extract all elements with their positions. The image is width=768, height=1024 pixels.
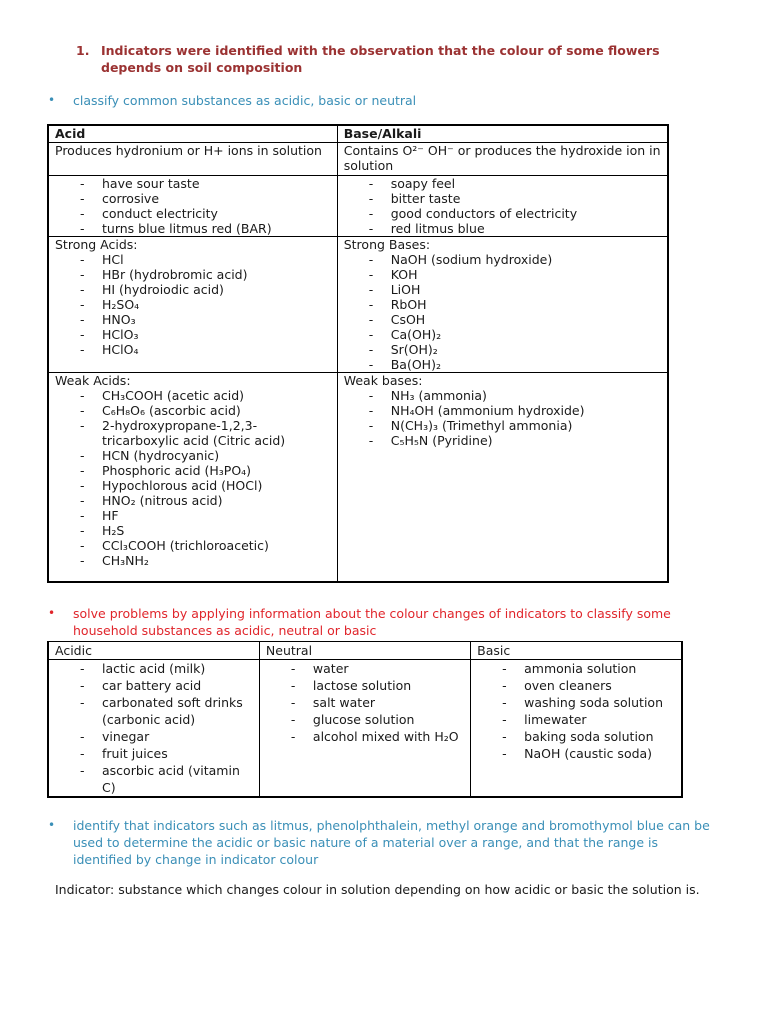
strong-acids-cell bbox=[48, 237, 337, 373]
acid-definition: Produces hydronium or H+ ions in solution bbox=[48, 143, 337, 176]
basic-substance-item: - oven cleaners bbox=[496, 677, 675, 694]
strong-base-item: - Ba(OH)₂ bbox=[363, 357, 661, 372]
basic-header: Basic bbox=[471, 642, 682, 660]
strong-base-item: - NaOH (sodium hydroxide) bbox=[363, 252, 661, 267]
basic-substance-item: - baking soda solution bbox=[496, 728, 675, 745]
acid-property-item: - have sour taste bbox=[74, 176, 331, 191]
base-properties-list bbox=[344, 176, 661, 236]
basic-substance-item: - NaOH (caustic soda) bbox=[496, 745, 675, 762]
neutral-cell bbox=[259, 660, 470, 798]
weak-bases-list bbox=[344, 388, 661, 448]
household-substances-table bbox=[47, 641, 683, 798]
strong-bases-cell bbox=[337, 237, 668, 373]
strong-acid-item: - HClO₄ bbox=[74, 342, 331, 357]
acid-property-item: - corrosive bbox=[74, 191, 331, 206]
weak-base-item: - NH₃ (ammonia) bbox=[363, 388, 661, 403]
section-heading bbox=[76, 42, 716, 76]
bullet-solve-text: solve problems by applying information about the colour changes of indicators to classify some household substances as acidic, neutral or basic bbox=[73, 606, 671, 638]
strong-acid-item: - HI (hydroiodic acid) bbox=[74, 282, 331, 297]
strong-acids-title: Strong Acids: bbox=[55, 237, 138, 252]
strong-acid-item: - HCl bbox=[74, 252, 331, 267]
basic-list bbox=[477, 660, 675, 762]
base-property-item: - good conductors of electricity bbox=[363, 206, 661, 221]
base-header: Base/Alkali bbox=[337, 125, 668, 143]
acidic-substance-item: - fruit juices bbox=[74, 745, 253, 762]
neutral-substance-item: - salt water bbox=[285, 694, 464, 711]
strong-base-item: - RbOH bbox=[363, 297, 661, 312]
heading-number: 1. bbox=[76, 43, 90, 58]
heading-text: Indicators were identified with the observation that the colour of some flowers depends on soil composition bbox=[101, 43, 660, 75]
strong-acids-list bbox=[55, 252, 331, 357]
weak-bases-title: Weak bases: bbox=[343, 373, 423, 388]
weak-acid-item: - 2-hydroxypropane-1,2,3-tricarboxylic acid (Citric acid) bbox=[74, 418, 331, 448]
acid-properties-cell bbox=[48, 176, 337, 237]
base-properties-cell bbox=[337, 176, 668, 237]
basic-substance-item: - limewater bbox=[496, 711, 675, 728]
neutral-substance-item: - water bbox=[285, 660, 464, 677]
base-property-item: - bitter taste bbox=[363, 191, 661, 206]
neutral-substance-item: - lactose solution bbox=[285, 677, 464, 694]
weak-acid-item: - Phosphoric acid (H₃PO₄) bbox=[74, 463, 331, 478]
weak-acid-item: - C₆H₈O₆ (ascorbic acid) bbox=[74, 403, 331, 418]
base-definition: Contains O²⁻ OH⁻ or produces the hydroxide ion in solution bbox=[337, 143, 668, 176]
acidic-substance-item: - carbonated soft drinks (carbonic acid) bbox=[74, 694, 253, 728]
acidic-header: Acidic bbox=[48, 642, 259, 660]
bullet-identify-text: identify that indicators such as litmus, phenolphthalein, methyl orange and bromothymol blue can be used to determine the acidic or basic nature of a material over a range, and that the range is identified by change in indicator colour bbox=[73, 818, 710, 867]
acid-base-table bbox=[47, 124, 669, 583]
strong-base-item: - Ca(OH)₂ bbox=[363, 327, 661, 342]
neutral-list bbox=[266, 660, 464, 745]
strong-base-item: - KOH bbox=[363, 267, 661, 282]
weak-base-item: - N(CH₃)₃ (Trimethyl ammonia) bbox=[363, 418, 661, 433]
weak-acid-item: - HNO₂ (nitrous acid) bbox=[74, 493, 331, 508]
basic-substance-item: - ammonia solution bbox=[496, 660, 675, 677]
basic-cell bbox=[471, 660, 682, 798]
strong-acid-item: - HBr (hydrobromic acid) bbox=[74, 267, 331, 282]
strong-acid-item: - HClO₃ bbox=[74, 327, 331, 342]
base-property-item: - soapy feel bbox=[363, 176, 661, 191]
bullet-solve bbox=[48, 605, 718, 639]
acidic-substance-item: - ascorbic acid (vitamin C) bbox=[74, 762, 253, 796]
weak-acid-item: - HCN (hydrocyanic) bbox=[74, 448, 331, 463]
strong-base-item: - Sr(OH)₂ bbox=[363, 342, 661, 357]
acidic-substance-item: - lactic acid (milk) bbox=[74, 660, 253, 677]
weak-acid-item: - H₂S bbox=[74, 523, 331, 538]
acidic-cell bbox=[48, 660, 259, 798]
strong-base-item: - CsOH bbox=[363, 312, 661, 327]
bullet-glyph: • bbox=[48, 93, 56, 107]
neutral-substance-item: - glucose solution bbox=[285, 711, 464, 728]
strong-bases-list bbox=[344, 252, 661, 372]
acid-property-item: - turns blue litmus red (BAR) bbox=[74, 221, 331, 236]
basic-substance-item: - washing soda solution bbox=[496, 694, 675, 711]
weak-base-item: - C₅H₅N (Pyridine) bbox=[363, 433, 661, 448]
strong-acid-item: - HNO₃ bbox=[74, 312, 331, 327]
bullet-glyph: • bbox=[48, 818, 56, 832]
weak-acid-item: - CCl₃COOH (trichloroacetic) bbox=[74, 538, 331, 553]
base-property-item: - red litmus blue bbox=[363, 221, 661, 236]
acidic-substance-item: - car battery acid bbox=[74, 677, 253, 694]
bullet-identify bbox=[48, 817, 718, 868]
weak-acids-title: Weak Acids: bbox=[55, 373, 131, 388]
weak-bases-cell bbox=[337, 373, 668, 583]
acid-property-item: - conduct electricity bbox=[74, 206, 331, 221]
indicator-definition: Indicator: substance which changes colour in solution depending on how acidic or basic the solution is. bbox=[55, 882, 700, 897]
strong-acid-item: - H₂SO₄ bbox=[74, 297, 331, 312]
strong-bases-title: Strong Bases: bbox=[343, 237, 431, 252]
neutral-substance-item: - alcohol mixed with H₂O bbox=[285, 728, 464, 745]
acid-header: Acid bbox=[48, 125, 337, 143]
acid-properties-list bbox=[55, 176, 331, 236]
weak-acids-cell bbox=[48, 373, 337, 583]
weak-acid-item: - Hypochlorous acid (HOCl) bbox=[74, 478, 331, 493]
acidic-substance-item: - vinegar bbox=[74, 728, 253, 745]
weak-acid-item: - HF bbox=[74, 508, 331, 523]
weak-acid-item: - CH₃NH₂ bbox=[74, 553, 331, 568]
weak-acid-item: - CH₃COOH (acetic acid) bbox=[74, 388, 331, 403]
strong-base-item: - LiOH bbox=[363, 282, 661, 297]
bullet-classify bbox=[48, 92, 718, 109]
weak-base-item: - NH₄OH (ammonium hydroxide) bbox=[363, 403, 661, 418]
acidic-list bbox=[55, 660, 253, 796]
weak-acids-list bbox=[55, 388, 331, 568]
bullet-glyph: • bbox=[48, 606, 56, 620]
neutral-header: Neutral bbox=[259, 642, 470, 660]
bullet-classify-text: classify common substances as acidic, basic or neutral bbox=[73, 93, 417, 108]
